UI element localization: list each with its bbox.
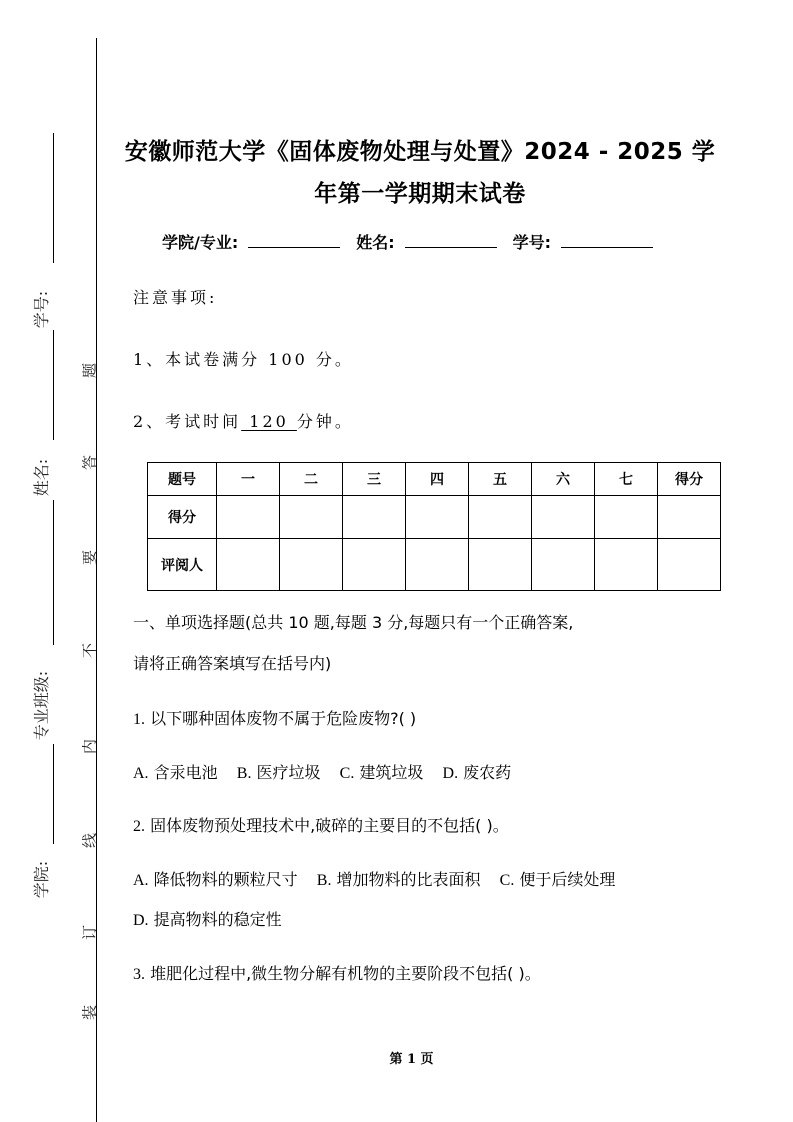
option-key: D. xyxy=(133,912,149,929)
binding-notice-char: 内 xyxy=(80,739,99,755)
reviewer-cell[interactable] xyxy=(658,539,721,591)
table-header-cell: 题号 xyxy=(148,463,217,496)
binding-notice-char: 装 xyxy=(80,1005,99,1021)
binding-notice-char: 线 xyxy=(80,833,99,849)
college-major-label: 学院/专业: xyxy=(162,233,239,252)
question-1-options xyxy=(133,760,525,783)
class-blank-line-upper xyxy=(53,500,54,645)
option-text: 建筑垃圾 xyxy=(359,763,424,782)
score-table xyxy=(147,462,721,591)
option-key: B. xyxy=(316,872,332,889)
option-text: 废农药 xyxy=(463,763,512,782)
margin-name-label: 姓名: xyxy=(32,458,52,497)
binding-notice-char: 要 xyxy=(80,550,99,566)
college-major-field[interactable] xyxy=(248,233,340,248)
question-3 xyxy=(133,961,541,984)
margin-student-id-label: 学号: xyxy=(32,290,52,329)
score-table-header-row xyxy=(148,463,721,496)
student-id-label: 学号: xyxy=(512,233,552,252)
table-header-cell: 四 xyxy=(406,463,469,496)
exam-duration-value: 120 xyxy=(241,412,297,431)
score-cell[interactable] xyxy=(280,496,343,539)
reviewer-cell[interactable] xyxy=(532,539,595,591)
option-key: B. xyxy=(236,765,252,782)
table-header-cell: 二 xyxy=(280,463,343,496)
option-text: 便于后续处理 xyxy=(519,870,616,889)
option-key: C. xyxy=(339,765,355,782)
binding-notice-char: 不 xyxy=(80,643,99,659)
question-2-options-line1 xyxy=(133,867,629,890)
table-header-cell: 得分 xyxy=(658,463,721,496)
reviewer-row xyxy=(148,539,721,591)
binding-notice-char: 答 xyxy=(80,455,99,471)
student-id-field[interactable] xyxy=(561,233,653,248)
student-id-blank-line xyxy=(53,133,54,263)
option-key: C. xyxy=(499,872,515,889)
option-key: A. xyxy=(133,765,149,782)
reviewer-cell[interactable] xyxy=(469,539,532,591)
question-1 xyxy=(133,706,416,729)
reviewer-cell[interactable] xyxy=(280,539,343,591)
margin-class-label: 专业班级: xyxy=(32,670,52,741)
question-2-options-line2 xyxy=(133,907,296,930)
question-number: 2. xyxy=(133,818,145,835)
row-label: 得分 xyxy=(148,496,217,539)
student-info-row xyxy=(162,230,659,253)
table-header-cell: 七 xyxy=(595,463,658,496)
score-cell[interactable] xyxy=(595,496,658,539)
exam-title-line2: 年第一学期期末试卷 xyxy=(314,181,526,207)
score-cell[interactable] xyxy=(217,496,280,539)
class-blank-line-lower xyxy=(53,744,54,844)
table-header-cell: 五 xyxy=(469,463,532,496)
table-header-cell: 三 xyxy=(343,463,406,496)
option-text: 降低物料的颗粒尺寸 xyxy=(153,870,298,889)
question-text: 固体废物预处理技术中,破碎的主要目的不包括( )。 xyxy=(150,816,509,835)
reviewer-cell[interactable] xyxy=(595,539,658,591)
exam-title-line1: 安徽师范大学《固体废物处理与处置》2024 - 2025 学 xyxy=(124,139,716,165)
reviewer-cell[interactable] xyxy=(217,539,280,591)
binding-notice-char: 题 xyxy=(80,363,99,379)
score-cell[interactable] xyxy=(532,496,595,539)
name-field[interactable] xyxy=(405,233,497,248)
score-row xyxy=(148,496,721,539)
notes-heading: 注意事项: xyxy=(133,288,218,307)
name-label: 姓名: xyxy=(356,233,395,252)
option-text: 增加物料的比表面积 xyxy=(336,870,481,889)
option-text: 医疗垃圾 xyxy=(256,763,321,782)
option-key: D. xyxy=(442,765,459,782)
score-cell[interactable] xyxy=(658,496,721,539)
question-number: 3. xyxy=(133,966,145,983)
reviewer-cell[interactable] xyxy=(406,539,469,591)
table-header-cell: 一 xyxy=(217,463,280,496)
score-cell[interactable] xyxy=(406,496,469,539)
question-2 xyxy=(133,813,509,836)
question-number: 1. xyxy=(133,711,145,728)
name-blank-line xyxy=(53,330,54,440)
note-item-1: 1、本试卷满分 100 分。 xyxy=(133,350,354,369)
score-cell[interactable] xyxy=(469,496,532,539)
note-item-2-prefix: 2、考试时间 xyxy=(133,412,242,431)
reviewer-cell[interactable] xyxy=(343,539,406,591)
note-item-2-suffix: 分钟。 xyxy=(296,412,354,431)
section-heading-line1: 一、单项选择题(总共 10 题,每题 3 分,每题只有一个正确答案, xyxy=(133,613,574,632)
section-heading-line2: 请将正确答案填写在括号内) xyxy=(133,654,332,673)
option-key: A. xyxy=(133,872,149,889)
row-label: 评阅人 xyxy=(148,539,217,591)
margin-college-label: 学院: xyxy=(32,860,52,899)
option-text: 提高物料的稳定性 xyxy=(153,910,282,929)
question-text: 堆肥化过程中,微生物分解有机物的主要阶段不包括( )。 xyxy=(150,964,541,983)
binding-line xyxy=(96,38,97,1122)
score-cell[interactable] xyxy=(343,496,406,539)
note-item-2 xyxy=(133,409,354,432)
binding-notice-char: 订 xyxy=(80,925,99,941)
table-header-cell: 六 xyxy=(532,463,595,496)
page-number: 第 1 页 xyxy=(389,1052,434,1067)
option-text: 含汞电池 xyxy=(153,763,218,782)
question-text: 以下哪种固体废物不属于危险废物?( ) xyxy=(150,709,417,728)
